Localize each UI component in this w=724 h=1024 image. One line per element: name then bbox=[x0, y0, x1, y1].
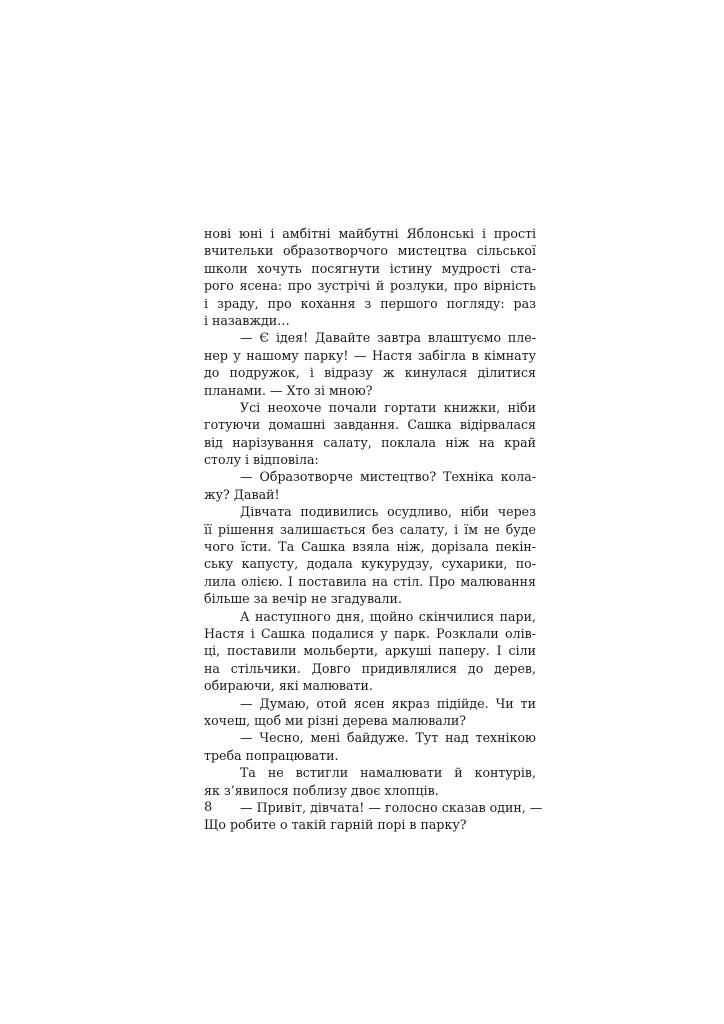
text-line: А наступного дня, щойно скінчилися пари, bbox=[240, 608, 536, 624]
text-line: — Привіт, дівчата! — голосно сказав один, — bbox=[240, 799, 543, 815]
text-line: Усі неохоче почали гортати книжки, ніби bbox=[240, 399, 536, 415]
text-line: нові юні і амбітні майбутні Яблонські і прості bbox=[204, 226, 536, 241]
text-line: вчительки образотворчого мистецтва сільської bbox=[204, 243, 536, 259]
text-line: більше за вечір не згадували. bbox=[204, 591, 402, 607]
text-line: від нарізування салату, поклала ніж на край bbox=[204, 434, 536, 450]
text-line: і назавжди… bbox=[204, 312, 290, 328]
text-line: рого ясена: про зустрічі й розлуки, про вірність bbox=[204, 278, 536, 294]
text-line: — Є ідея! Давайте завтра влаштуємо пле- bbox=[240, 330, 536, 346]
text-line: школи хочуть посягнути істину мудрості ста- bbox=[204, 260, 536, 276]
text-line: нер у нашому парку! — Настя забігла в кімнату bbox=[204, 347, 536, 363]
text-line: ці, поставили мольберти, аркуші паперу. І сіли bbox=[204, 643, 536, 659]
text-line: лила олією. І поставила на стіл. Про малювання bbox=[204, 573, 536, 589]
text-line: Та не встигли намалювати й контурів, bbox=[240, 765, 536, 781]
text-line: Що робите о такій гарній порі в парку? bbox=[204, 817, 467, 833]
text-line: до подружок, і відразу ж кинулася ділитися bbox=[204, 365, 536, 381]
text-line: її рішення залишається без салату, і їм не буде bbox=[204, 521, 536, 537]
text-line: готуючи домашні завдання. Сашка відірвалася bbox=[204, 417, 536, 433]
text-line: — Чесно, мені байдуже. Тут над технікою bbox=[240, 730, 536, 746]
text-line: столу і відповіла: bbox=[204, 452, 319, 468]
text-line: треба попрацювати. bbox=[204, 747, 339, 763]
text-line: і зраду, про кохання з першого погляду: раз bbox=[204, 295, 536, 311]
text-line: Настя і Сашка подалися у парк. Розклали олів- bbox=[204, 625, 536, 641]
text-line: обираючи, які малювати. bbox=[204, 678, 373, 694]
text-line: чого їсти. Та Сашка взяла ніж, дорізала пекін- bbox=[204, 539, 536, 555]
text-line: — Думаю, отой ясен якраз підійде. Чи ти bbox=[240, 695, 536, 711]
body-text bbox=[204, 225, 543, 834]
text-line: жу? Давай! bbox=[204, 486, 280, 502]
text-line: ську капусту, додала кукурудзу, сухарики, по- bbox=[204, 556, 536, 572]
text-line: Дівчата подивились осудливо, ніби через bbox=[240, 504, 536, 520]
text-line: — Образотворче мистецтво? Техніка кола- bbox=[240, 469, 536, 485]
text-line: як з’явилося поблизу двоє хлопців. bbox=[204, 782, 439, 798]
text-line: хочеш, щоб ми різні дерева малювали? bbox=[204, 712, 466, 728]
text-line: на стільчики. Довго придивлялися до дерев, bbox=[204, 660, 536, 676]
text-line: планами. — Хто зі мною? bbox=[204, 382, 373, 398]
page-number: 8 bbox=[204, 800, 213, 815]
